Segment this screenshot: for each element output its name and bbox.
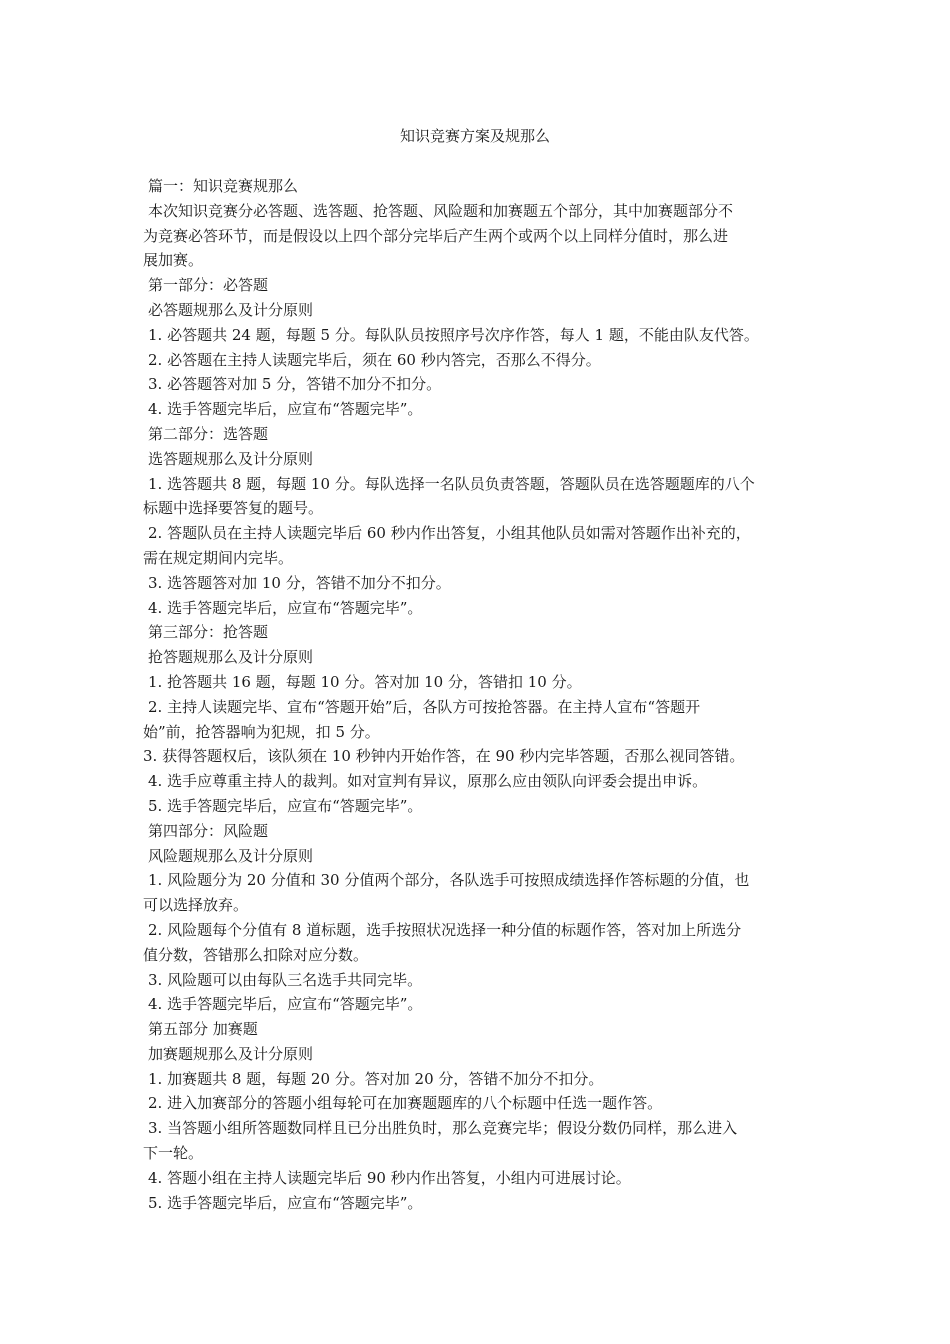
text-line: 2. 答题队员在主持人读题完毕后 60 秒内作出答复，小组其他队员如需对答题作出补充的， bbox=[148, 524, 751, 543]
document-title: 知识竞赛方案及规那么 bbox=[399, 127, 550, 145]
text-line: 3. 风险题可以由每队三名选手共同完毕。 bbox=[148, 970, 423, 989]
text-line: 3. 必答题答对加 5 分，答错不加分不扣分。 bbox=[148, 375, 442, 394]
text-line: 2. 风险题每个分值有 8 道标题，选手按照状况选择一种分值的标题作答，答对加上所选分 bbox=[148, 920, 742, 939]
text-line: 4. 选手应尊重主持人的裁判。如对宣判有异议，原那么应由领队向评委会提出申诉。 bbox=[148, 772, 708, 791]
text-line: 5. 选手答题完毕后，应宣布“答题完毕”。 bbox=[148, 1193, 423, 1212]
text-line: 第二部分：选答题 bbox=[148, 424, 269, 443]
text-line: 1. 选答题共 8 题，每题 10 分。每队选择一名队员负责答题，答题队员在选答题题库的八个 bbox=[148, 474, 755, 493]
text-line: 需在规定期间内完毕。 bbox=[143, 548, 294, 567]
text-line: 下一轮。 bbox=[143, 1144, 204, 1163]
text-line: 3. 获得答题权后，该队须在 10 秒钟内开始作答，在 90 秒内完毕答题，否那么视同答错。 bbox=[143, 747, 745, 766]
text-line: 4. 答题小组在主持人读题完毕后 90 秒内作出答复，小组内可进展讨论。 bbox=[148, 1168, 631, 1187]
text-line: 1. 抢答题共 16 题，每题 10 分。答对加 10 分，答错扣 10 分。 bbox=[148, 672, 582, 691]
text-line: 1. 加赛题共 8 题，每题 20 分。答对加 20 分，答错不加分不扣分。 bbox=[148, 1069, 604, 1088]
text-line: 标题中选择要答复的题号。 bbox=[143, 499, 324, 518]
text-line: 必答题规那么及计分原则 bbox=[148, 300, 314, 319]
text-line: 抢答题规那么及计分原则 bbox=[148, 648, 314, 667]
document-body bbox=[143, 174, 818, 1215]
text-line: 2. 进入加赛部分的答题小组每轮可在加赛题题库的八个标题中任选一题作答。 bbox=[148, 1094, 663, 1113]
text-line: 3. 当答题小组所答题数同样且已分出胜负时，那么竞赛完毕；假设分数仍同样，那么进入 bbox=[148, 1119, 738, 1138]
text-line: 1. 必答题共 24 题，每题 5 分。每队队员按照序号次序作答，每人 1 题，不能由队友代答。 bbox=[148, 325, 759, 344]
text-line: 5. 选手答题完毕后，应宣布“答题完毕”。 bbox=[148, 796, 423, 815]
text-line: 4. 选手答题完毕后，应宣布“答题完毕”。 bbox=[148, 995, 423, 1014]
text-line: 3. 选答题答对加 10 分，答错不加分不扣分。 bbox=[148, 573, 451, 592]
text-line: 风险题规那么及计分原则 bbox=[148, 846, 314, 865]
text-line: 可以选择放弃。 bbox=[143, 896, 249, 915]
text-line: 第一部分：必答题 bbox=[148, 276, 269, 295]
text-line: 为竞赛必答环节，而是假设以上四个部分完毕后产生两个或两个以上同样分值时，那么进 bbox=[143, 226, 729, 245]
text-line: 始”前，抢答器响为犯规，扣 5 分。 bbox=[143, 722, 380, 741]
text-line: 1. 风险题分为 20 分值和 30 分值两个部分，各队选手可按照成绩选择作答标题的分值，也 bbox=[148, 871, 750, 890]
text-line: 4. 选手答题完毕后，应宣布“答题完毕”。 bbox=[148, 598, 423, 617]
text-line: 值分数，答错那么扣除对应分数。 bbox=[143, 945, 369, 964]
text-line: 篇一：知识竞赛规那么 bbox=[148, 177, 299, 195]
text-line: 选答题规那么及计分原则 bbox=[148, 449, 314, 468]
text-line: 第三部分：抢答题 bbox=[148, 623, 269, 642]
text-line: 2. 主持人读题完毕、宣布“答题开始”后，各队方可按抢答器。在主持人宣布“答题开 bbox=[148, 697, 701, 716]
text-line: 加赛题规那么及计分原则 bbox=[148, 1044, 314, 1063]
text-line: 2. 必答题在主持人读题完毕后，须在 60 秒内答完，否那么不得分。 bbox=[148, 350, 601, 369]
text-line: 4. 选手答题完毕后，应宣布“答题完毕”。 bbox=[148, 400, 423, 419]
text-line: 第五部分 加赛题 bbox=[148, 1020, 258, 1039]
text-line: 本次知识竞赛分必答题、选答题、抢答题、风险题和加赛题五个部分，其中加赛题部分不 bbox=[148, 201, 734, 220]
text-line: 第四部分：风险题 bbox=[148, 821, 269, 840]
text-line: 展加赛。 bbox=[143, 251, 204, 270]
